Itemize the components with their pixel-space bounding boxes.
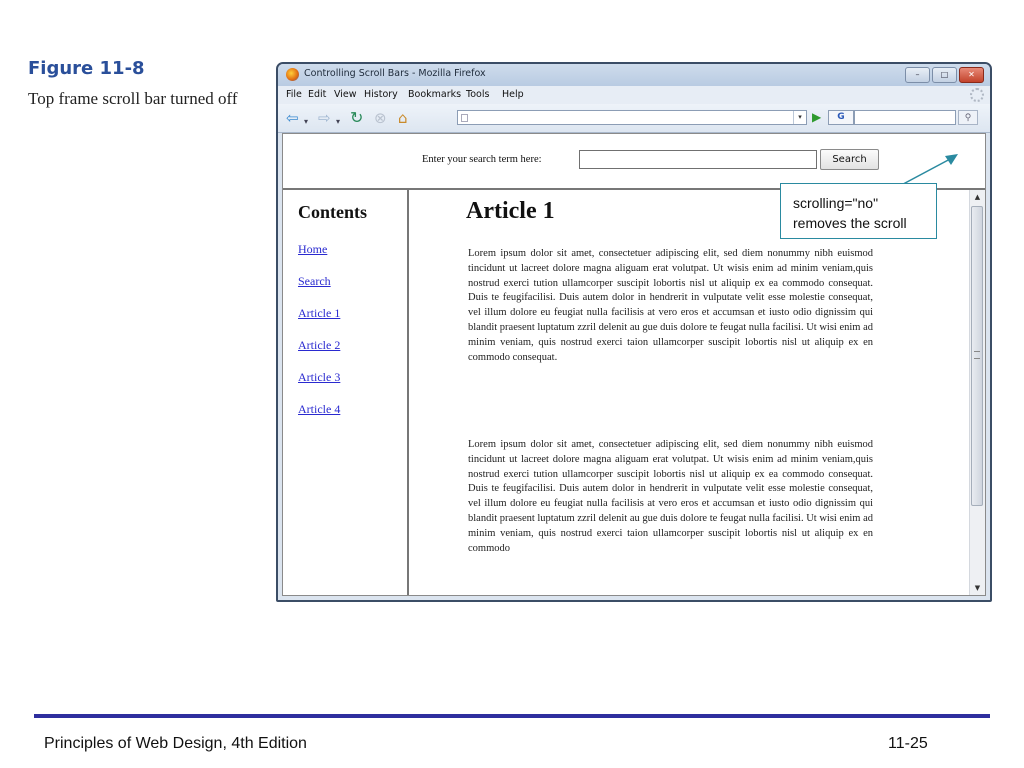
article-paragraph: Lorem ipsum dolor sit amet, consectetuer adipiscing elit, sed diem nonummy nibh euismod tincidunt ut lacreet dolore magna aliguam erat volutpat. Ut wisis enim ad minim veniam,quis nostrud exerci tution ullamcorper suscipit lobortis nisl ut aliquip ex ea commodo consequat. Duis te feugifacilisi. Duis autem dolor in hendrerit in vulputate velit esse molestie consequat, vel illum dolore eu feugiat nulla facilisis at vero eros et accumsan et iusto odio dignissim qui blandit praesent luptatum zzril delenit au gue duis dolore te feugat nulla facilisi. Ut wisi enim ad minim veniam, quis nostrud exerci taion ullamcorper suscipit lobortis nisl ut aliquip ex en commodo consequat.: [468, 248, 874, 363]
footer-book-title: Principles of Web Design, 4th Edition: [44, 735, 307, 752]
article-paragraph: Lorem ipsum dolor sit amet, consectetuer adipiscing elit, sed diem nonummy nibh euismod tincidunt ut lacreet dolore magna aliguam erat volutpat. Ut wisis enim ad minim veniam,quis nostrud exerci tution ullamcorper suscipit lobortis nisl ut aliquip ex ea commodo consequat. Duis te feugifacilisi. Duis autem dolor in hendrerit in vulputate velit esse molestie consequat, vel illum dolore eu feugiat nulla facilisis at vero eros et accumsan et iusto odio dignissim qui blandit praesent luptatum zzril delenit au gue duis dolore te feugat nulla facilisi. Ut wisi enim ad minim veniam, quis nostrud exerci taion ullamcorper suscipit lobortis nisl ut aliquip ex en commodo: [468, 439, 874, 554]
magnifier-icon[interactable]: ⚲: [958, 110, 978, 125]
back-dropdown-icon[interactable]: ▾: [304, 117, 309, 126]
link-article-3[interactable]: Article 3: [298, 370, 341, 384]
menu-file[interactable]: File: [286, 89, 302, 100]
link-article-2[interactable]: Article 2: [298, 338, 341, 352]
grip-icon: [974, 351, 980, 359]
figure-description: Top frame scroll bar turned off: [28, 89, 238, 108]
navigation-toolbar: [278, 104, 990, 133]
link-search[interactable]: Search: [298, 274, 331, 288]
window-controls: [905, 67, 984, 83]
address-dropdown-icon[interactable]: ▾: [793, 111, 806, 124]
browser-window: [276, 62, 992, 602]
footer-rule: [34, 714, 990, 718]
main-frame: [409, 190, 985, 595]
title-bar: [278, 64, 990, 86]
throbber-icon: [970, 88, 984, 102]
search-engine-selector[interactable]: G: [828, 110, 854, 125]
close-button[interactable]: ✕: [959, 67, 984, 83]
scroll-down-icon[interactable]: ▼: [974, 584, 981, 592]
menu-tools[interactable]: Tools: [466, 89, 490, 100]
search-prompt-label: Enter your search term here:: [422, 154, 542, 165]
callout-box: [780, 183, 937, 239]
contents-heading: Contents: [298, 202, 368, 222]
callout-line-1: scrolling="no": [793, 195, 879, 211]
page-search-input[interactable]: [579, 150, 817, 169]
maximize-button[interactable]: □: [932, 67, 957, 83]
menu-view[interactable]: View: [334, 89, 357, 100]
address-bar[interactable]: [457, 110, 807, 125]
reload-icon[interactable]: ↻: [350, 108, 364, 127]
figure-title: Figure 11-8: [28, 58, 145, 79]
page-search-button[interactable]: Search: [820, 149, 879, 170]
forward-icon[interactable]: ⇨: [318, 109, 331, 127]
menu-edit[interactable]: Edit: [308, 89, 327, 100]
menu-help[interactable]: Help: [502, 89, 524, 100]
window-title: Controlling Scroll Bars - Mozilla Firefox: [304, 68, 486, 79]
article-title: Article 1: [466, 198, 555, 224]
forward-dropdown-icon[interactable]: ▾: [336, 117, 341, 126]
link-article-4[interactable]: Article 4: [298, 402, 341, 416]
left-frame: [283, 190, 409, 595]
link-home[interactable]: Home: [298, 242, 328, 256]
menu-bookmarks[interactable]: Bookmarks: [408, 89, 462, 100]
footer-page-number: 11-25: [888, 735, 928, 752]
link-article-1[interactable]: Article 1: [298, 306, 341, 320]
scroll-up-icon[interactable]: ▲: [974, 193, 981, 201]
go-icon[interactable]: ▶: [812, 110, 822, 124]
top-frame: [283, 134, 985, 190]
home-icon[interactable]: ⌂: [398, 109, 408, 127]
minimize-button[interactable]: –: [905, 67, 930, 83]
firefox-icon: [286, 68, 299, 81]
menu-bar: [278, 86, 990, 104]
back-icon[interactable]: ⇦: [286, 109, 299, 127]
page-icon: [461, 114, 468, 122]
callout-line-2: removes the scroll: [793, 215, 907, 231]
menu-history[interactable]: History: [364, 89, 398, 100]
stop-icon[interactable]: ⊗: [374, 109, 387, 127]
vertical-scrollbar[interactable]: [969, 190, 985, 595]
scroll-thumb[interactable]: [971, 206, 983, 506]
browser-search-input[interactable]: [854, 110, 956, 125]
